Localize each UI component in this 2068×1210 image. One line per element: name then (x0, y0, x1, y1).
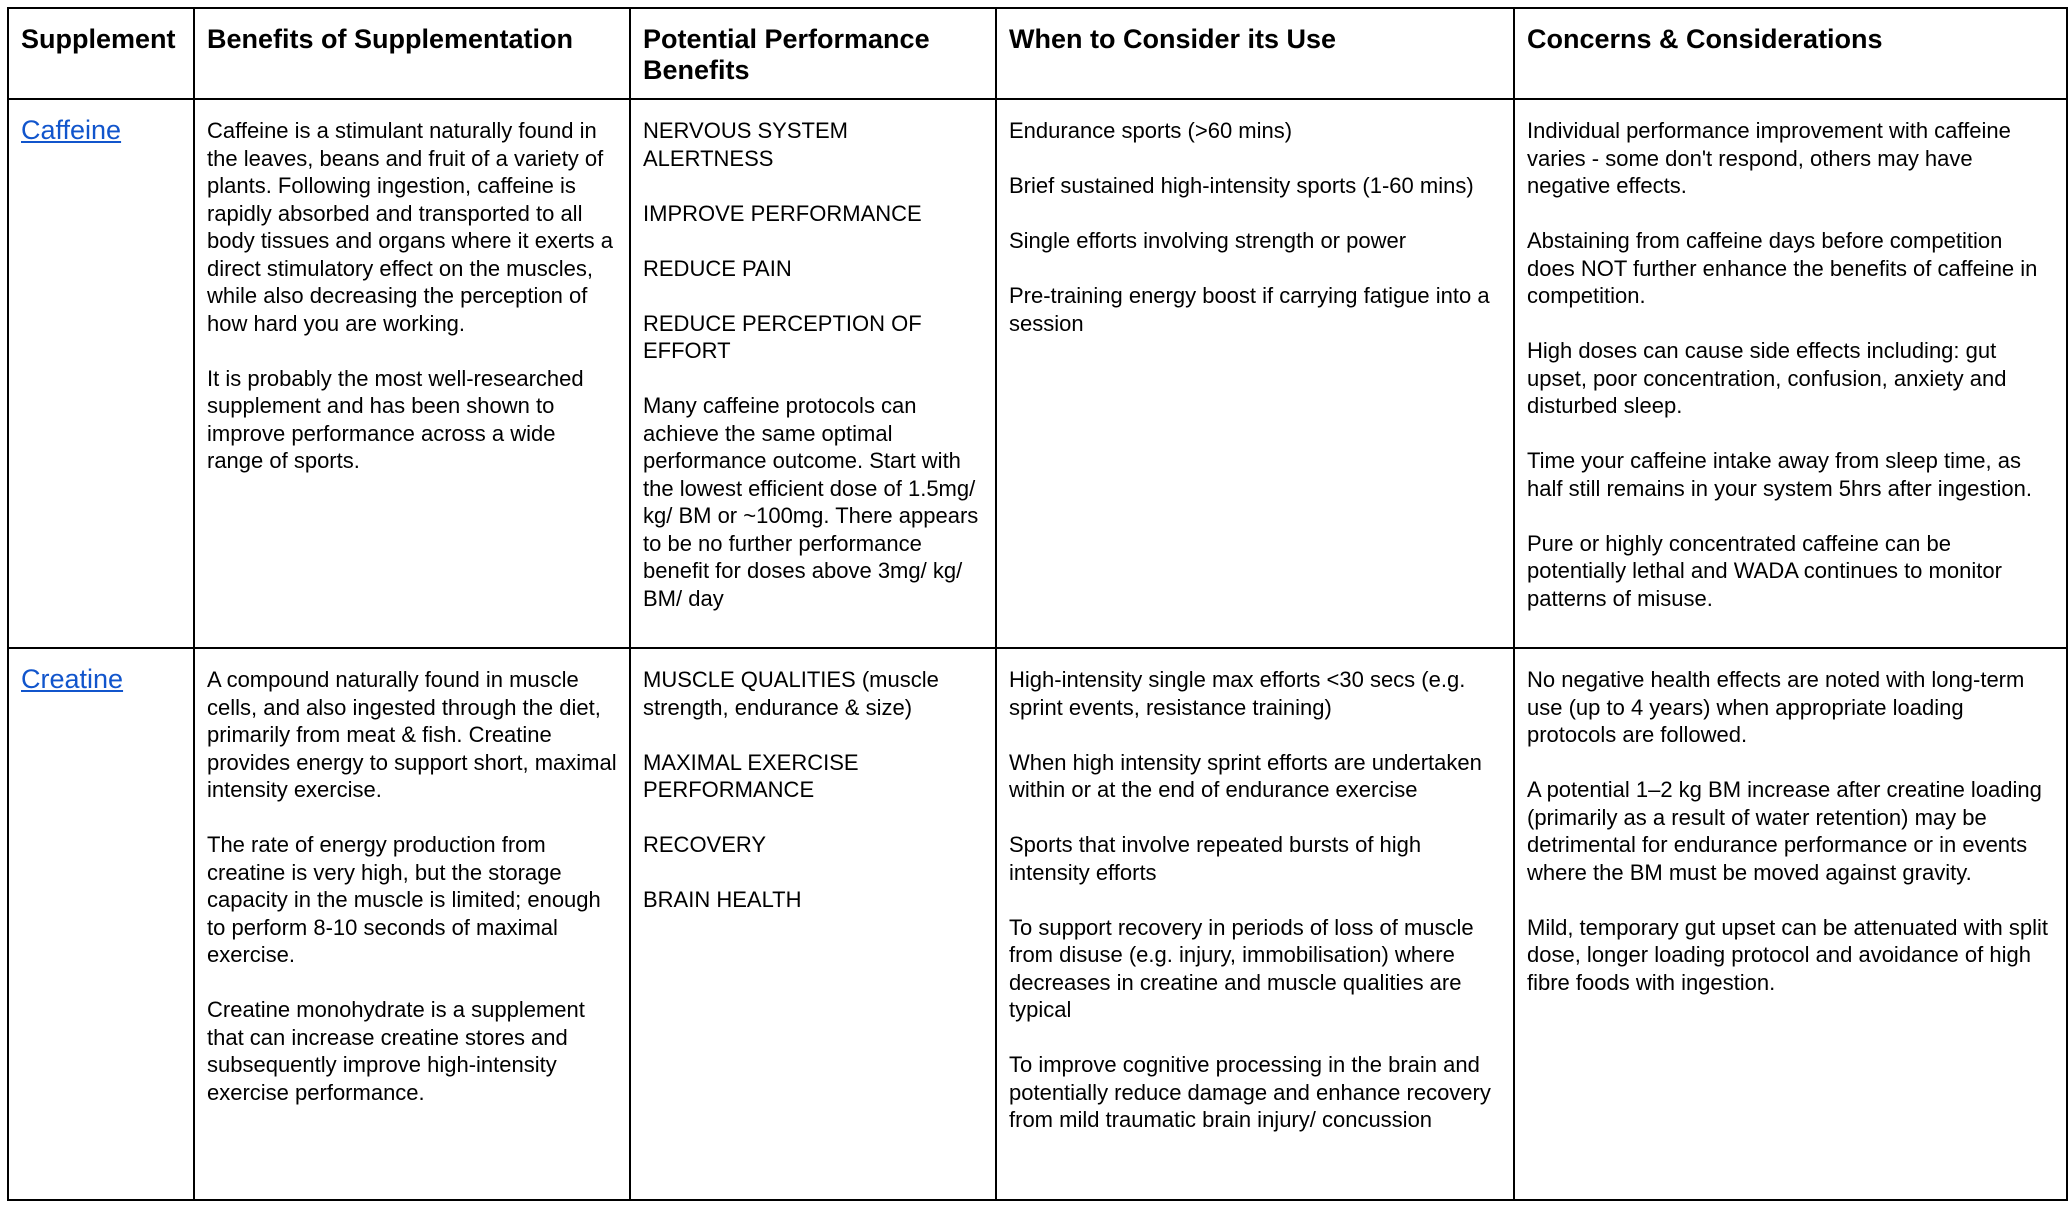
caffeine-link[interactable]: Caffeine (21, 115, 122, 145)
concern-item: Mild, temporary gut upset can be attenuated with split dose, longer loading protocol and avoidance of high fibre foods with ingestion. (1527, 914, 2048, 995)
performance-cell (630, 648, 996, 1200)
benefits-cell (194, 648, 630, 1200)
table-row-caffeine (8, 99, 2067, 648)
concern-item: Pure or highly concentrated caffeine can be potentially lethal and WADA continues to monitor patterns of misuse. (1527, 530, 2002, 611)
when-item: To support recovery in periods of loss of muscle from disuse (e.g. injury, immobilisation) where decreases in creatine and muscle qualities are typical (1009, 914, 1474, 1022)
supplement-cell (8, 648, 194, 1200)
concern-item: High doses can cause side effects including: gut upset, poor concentration, confusion, anxiety and disturbed sleep. (1527, 338, 2007, 418)
when-item: Brief sustained high-intensity sports (1-60 mins) (1009, 173, 1474, 198)
supplement-table (7, 7, 2068, 1201)
benefits-paragraph: Creatine monohydrate is a supplement that can increase creatine stores and subsequently improve high-intensity exercise performance. (207, 997, 585, 1105)
header-performance-benefits: Potential Performance Benefits (630, 8, 996, 99)
performance-note: Many caffeine protocols can achieve the same optimal performance outcome. Start with the lowest efficient dose of 1.5mg/ kg/ BM or ~100mg. There appears to be no further performance benefit for doses above 3mg/ kg/ BM/ day (643, 393, 979, 611)
concern-item: Individual performance improvement with caffeine varies - some don't respond, others may have negative effects. (1527, 118, 2011, 198)
performance-item: BRAIN HEALTH (643, 887, 802, 912)
performance-item: IMPROVE PERFORMANCE (643, 200, 922, 226)
benefits-paragraph: Caffeine is a stimulant naturally found in the leaves, beans and fruit of a variety of plants. Following ingestion, caffeine is rapidly absorbed and transported to all body tissues and organs where it exerts a direct stimulatory effect on the muscles, while also decreasing the perception of how hard you are working. (207, 118, 614, 336)
header-concerns: Concerns & Considerations (1514, 8, 2067, 99)
benefits-paragraph: The rate of energy production from creatine is very high, but the storage capacity in the muscle is limited; enough to perform 8-10 seconds of maximal exercise. (207, 832, 601, 967)
concern-item: No negative health effects are noted with long-term use (up to 4 years) when appropriate loading protocols are followed. (1527, 667, 2025, 747)
performance-item: REDUCE PERCEPTION OF EFFORT (643, 310, 922, 363)
benefits-cell (194, 99, 630, 648)
when-item: Sports that involve repeated bursts of high intensity efforts (1009, 832, 1422, 885)
concerns-cell (1514, 648, 2067, 1200)
header-benefits: Benefits of Supplementation (194, 8, 630, 99)
header-row (8, 8, 2067, 99)
header-supplement: Supplement (8, 8, 194, 99)
performance-item: REDUCE PAIN (643, 255, 792, 281)
performance-item: RECOVERY (643, 832, 767, 857)
benefits-paragraph: It is probably the most well-researched supplement and has been shown to improve performance across a wide range of sports. (207, 365, 584, 473)
when-item: Pre-training energy boost if carrying fatigue into a session (1009, 283, 1490, 336)
performance-item: MUSCLE QUALITIES (muscle strength, endurance & size) (643, 667, 939, 720)
concern-item: Time your caffeine intake away from sleep time, as half still remains in your system 5hrs after ingestion. (1527, 448, 2032, 501)
supplement-table-container (7, 7, 2068, 1201)
when-cell (996, 648, 1514, 1200)
creatine-link[interactable]: Creatine (21, 664, 124, 694)
concern-item: Abstaining from caffeine days before competition does NOT further enhance the benefits of caffeine in competition. (1527, 228, 2038, 308)
performance-item: MAXIMAL EXERCISE PERFORMANCE (643, 749, 859, 802)
table-row-creatine (8, 648, 2067, 1200)
performance-item: NERVOUS SYSTEM ALERTNESS (643, 118, 848, 171)
performance-cell (630, 99, 996, 648)
concern-item: A potential 1–2 kg BM increase after creatine loading (primarily as a result of water retention) may be detrimental for endurance performance or in events where the BM must be moved against gravity. (1527, 777, 2042, 885)
when-item: High-intensity single max efforts <30 secs (e.g. sprint events, resistance training) (1009, 667, 1466, 720)
header-when-to-use: When to Consider its Use (996, 8, 1514, 99)
when-item: When high intensity sprint efforts are undertaken within or at the end of endurance exercise (1009, 749, 1482, 802)
supplement-cell (8, 99, 194, 648)
benefits-paragraph: A compound naturally found in muscle cells, and also ingested through the diet, primarily from meat & fish. Creatine provides energy to support short, maximal intensity exercise. (207, 667, 617, 802)
when-item: To improve cognitive processing in the brain and potentially reduce damage and enhance recovery from mild traumatic brain injury/ concussion (1009, 1052, 1491, 1132)
when-cell (996, 99, 1514, 648)
when-item: Single efforts involving strength or power (1009, 228, 1407, 253)
concerns-cell (1514, 99, 2067, 648)
when-item: Endurance sports (>60 mins) (1009, 118, 1293, 143)
